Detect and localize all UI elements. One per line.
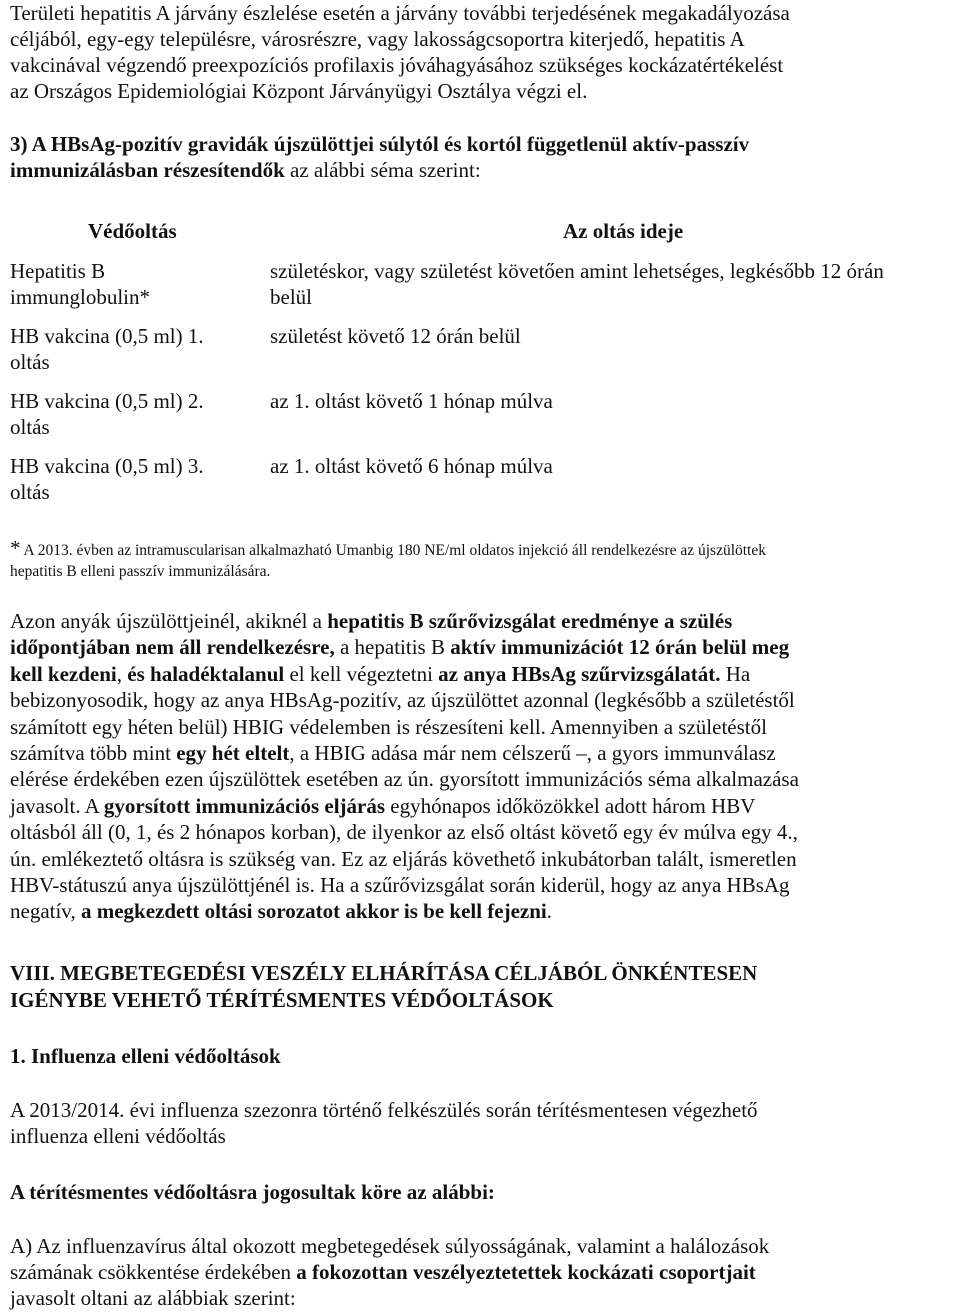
text: , [116, 661, 128, 686]
bold-text: gyorsított immunizációs eljárás [103, 793, 386, 818]
text-line: A 2013/2014. évi influenza szezonra történő felkészülés során térítésmentesen végezhető [10, 1098, 758, 1122]
bold-text: egy hét eltelt [176, 741, 290, 766]
text-line: ún. emlékeztető oltásra is szükség van. Ez az eljárás követhető inkubátorban talált, ismeretlen [10, 846, 797, 871]
schedule-vaccine-cell [10, 453, 240, 505]
text: negatív, [10, 899, 81, 924]
text: . [546, 899, 553, 924]
text-line: influenza elleni védőoltás [10, 1124, 226, 1148]
vaccine-name: oltás [10, 480, 50, 504]
footnote-text: hepatitis B elleni passzív immunizálására. [10, 563, 271, 580]
text-line: elérése érdekében ezen újszülöttek esetében az ún. gyorsított immunizációs séma alkalmazása [10, 767, 799, 792]
bold-text: kell kezdeni [10, 661, 117, 686]
text: Ha [720, 661, 751, 686]
vaccine-name: immunglobulin* [10, 285, 151, 309]
header-time: Az oltás ideje [563, 219, 684, 243]
intro-line: az Országos Epidemiológiai Központ Járványügyi Osztálya végzi el. [10, 79, 588, 103]
bold-text: időpontjában nem áll rendelkezésre, [10, 635, 335, 660]
schedule-time-cell [270, 323, 960, 349]
flu-vaccination-paragraph [10, 1097, 955, 1149]
text: számítva több mint [10, 741, 177, 766]
section-viii-heading [10, 960, 955, 1014]
bold-text: és haladéktalanul [127, 661, 285, 686]
paragraph-unknown-status-mothers [10, 608, 955, 925]
footnote-star: * [10, 536, 21, 560]
text-line: bebizonyosodik, hogy az anya HBsAg-pozitív, az újszülöttet azonnal (legkésőbb a születéstől [10, 688, 795, 713]
text: egyhónapos időközökkel adott három HBV [385, 793, 756, 818]
vaccine-name: oltás [10, 350, 50, 374]
time-text: születéskor, vagy születést követően amint lehetséges, legkésőbb 12 órán [270, 259, 884, 283]
section-heading-line: VIII. MEGBETEGEDÉSI VESZÉLY ELHÁRÍTÁSA CÉLJÁBÓL ÖNKÉNTESEN [10, 961, 758, 985]
text-line: oltásból áll (0, 1, és 2 hónapos korban), de ilyenkor az első oltást követő egy év múlva egy 4., [10, 820, 798, 845]
vaccine-name: HB vakcina (0,5 ml) 1. [10, 324, 204, 348]
schedule-vaccine-cell [10, 388, 240, 440]
text-line: A) Az influenzavírus által okozott megbetegedések súlyosságának, valamint a halálozások [10, 1234, 770, 1258]
eligible-heading: A térítésmentes védőoltásra jogosultak köre az alábbi: [10, 1180, 495, 1204]
text: , a HBIG adása már nem célszerű –, a gyors immunválasz [289, 741, 776, 766]
header-vaccine: Védőoltás [88, 219, 177, 243]
schedule-vaccine-cell [10, 258, 240, 310]
schedule-time-cell [270, 453, 960, 479]
text: számának csökkentése érdekében [10, 1260, 297, 1284]
text-line: javasolt oltani az alábbiak szerint: [10, 1286, 296, 1310]
vaccine-name: HB vakcina (0,5 ml) 3. [10, 454, 204, 478]
intro-line: vakcinával végzendő preexpozíciós profilaxis jóváhagyásához szükséges kockázatértékelést [10, 53, 784, 77]
text: Azon anyák újszülöttjeinél, akiknél a [10, 609, 328, 633]
bold-text: az anya HBsAg szűrvizsgálatát. [438, 661, 721, 686]
bold-text: a fokozottan veszélyeztetettek kockázati csoportjait [296, 1260, 756, 1284]
bold-text: hepatitis B szűrővizsgálat eredménye a szülés [327, 609, 733, 633]
text-line: számított egy héten belül) HBIG védelemben is részesíteni kell. Amennyiben a születéstől [10, 714, 767, 739]
text-line: HBV-státuszú anya újszülöttjénél is. Ha a szűrővizsgálat során kiderül, hogy az anya HBsAg [10, 873, 790, 898]
subsection-1-heading: 1. Influenza elleni védőoltások [10, 1044, 281, 1068]
vaccine-name: Hepatitis B [10, 259, 106, 283]
vaccine-name: HB vakcina (0,5 ml) 2. [10, 389, 204, 413]
bold-text: aktív immunizációt 12 órán belül meg [450, 635, 790, 660]
time-text: az 1. oltást követő 1 hónap múlva [270, 389, 553, 413]
schedule-vaccine-cell [10, 323, 240, 375]
footnote-text: A 2013. évben az intramuscularisan alkalmazható Umanbig 180 NE/ml oldatos injekció áll rendelkezésre az újszülöttek [20, 542, 766, 559]
intro-line: Területi hepatitis A járvány észlelése esetén a járvány további terjedésének megakadályozása [10, 1, 790, 25]
text: a hepatitis B [334, 635, 451, 660]
text: el kell végeztetni [284, 661, 439, 686]
section-3-bold-part: immunizálásban részesítendők [10, 158, 285, 182]
section-heading-line: IGÉNYBE VEHETŐ TÉRÍTÉSMENTES VÉDŐOLTÁSOK [10, 988, 554, 1012]
vaccine-name: oltás [10, 415, 50, 439]
section-3-normal-part: az alábbi séma szerint: [284, 158, 481, 182]
time-text: az 1. oltást követő 6 hónap múlva [270, 454, 553, 478]
schedule-time-cell [270, 388, 960, 414]
section-3-heading [10, 131, 955, 183]
footnote [10, 538, 955, 582]
text: javasolt. A [10, 793, 104, 818]
time-text: belül [270, 285, 312, 309]
section-3-bold-line: 3) A HBsAg-pozitív gravidák újszülöttjei súlytól és kortól függetlenül aktív-passzív [10, 132, 750, 156]
intro-line: céljából, egy-egy településre, városrészre, vagy lakosságcsoportra kiterjedő, hepatitis A [10, 27, 745, 51]
paragraph-a [10, 1233, 955, 1311]
schedule-time-cell [270, 258, 960, 310]
intro-paragraph [10, 0, 955, 104]
time-text: születést követő 12 órán belül [270, 324, 521, 348]
bold-text: a megkezdett oltási sorozatot akkor is be kell fejezni [80, 899, 547, 924]
